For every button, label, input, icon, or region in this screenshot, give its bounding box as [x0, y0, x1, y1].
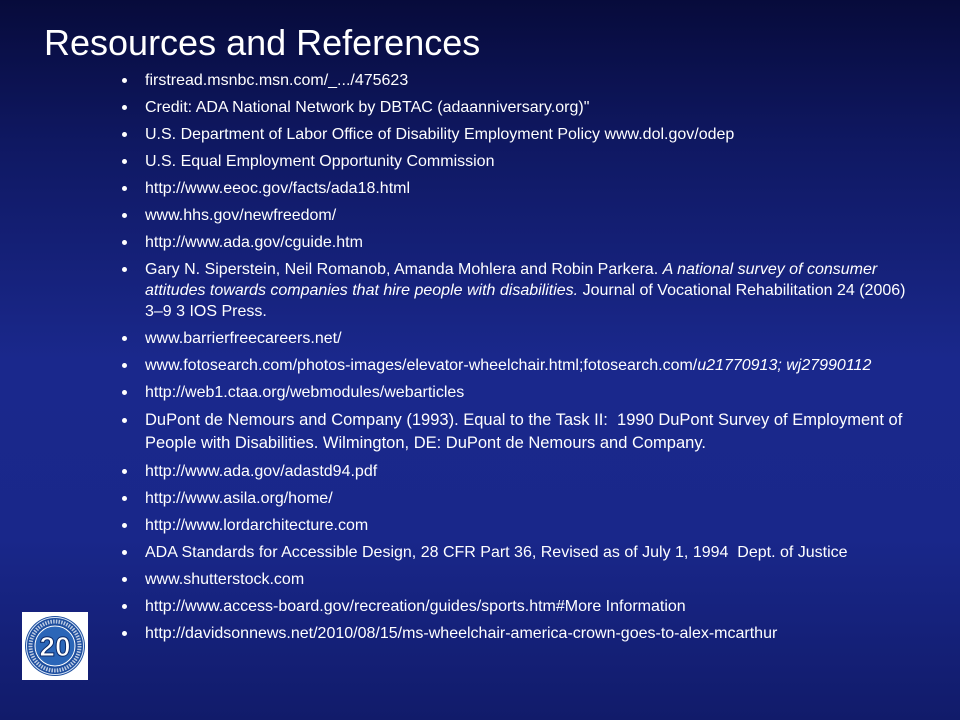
reference-item [145, 515, 925, 536]
reference-text: http://web1.ctaa.org/webmodules/webarticles [145, 384, 465, 401]
reference-item [145, 542, 925, 563]
reference-item [145, 124, 925, 145]
reference-item [145, 596, 925, 617]
bullet-marker [122, 496, 127, 501]
reference-item [145, 461, 925, 482]
reference-image-ids: u21770913; wj27990112 [697, 357, 872, 374]
logo-numeral: 20 [39, 631, 71, 662]
reference-item [145, 382, 925, 403]
bullet-marker [122, 240, 127, 245]
bullet-marker [122, 213, 127, 218]
ada-anniversary-logo [22, 612, 88, 680]
reference-article-title: A national survey of consumer attitudes towards companies that hire people with disabilities. [145, 261, 882, 299]
reference-text: www.fotosearch.com/photos-images/elevator-wheelchair.html;fotosearch.com/ [145, 357, 698, 374]
reference-item [145, 97, 925, 118]
reference-text: www.barrierfreecareers.net/ [145, 330, 342, 347]
reference-item [145, 178, 925, 199]
reference-authors: Gary N. Siperstein, Neil Romanob, Amanda Mohlera and Robin Parkera. [145, 261, 659, 278]
reference-text: DuPont de Nemours and Company (1993). Equal to the Task II: 1990 DuPont Survey of Employment of People with Disabilities. Wilmington, DE: DuPont de Nemours and Company. [145, 411, 907, 452]
reference-text: http://www.asila.org/home/ [145, 490, 333, 507]
reference-item [145, 259, 925, 322]
bullet-marker [122, 186, 127, 191]
bullet-marker [122, 390, 127, 395]
reference-item [145, 355, 925, 376]
bullet-marker [122, 469, 127, 474]
reference-text: firstread.msnbc.msn.com/_.../475623 [145, 72, 409, 89]
bullet-marker [122, 159, 127, 164]
reference-text: http://www.ada.gov/adastd94.pdf [145, 463, 378, 480]
reference-text: http://www.ada.gov/cguide.htm [145, 234, 363, 251]
reference-item [145, 205, 925, 226]
bullet-marker [122, 267, 127, 272]
reference-item [145, 151, 925, 172]
reference-list [145, 70, 925, 650]
bullet-marker [122, 105, 127, 110]
reference-text: Credit: ADA National Network by DBTAC (adaanniversary.org)" [145, 99, 590, 116]
bullet-marker [122, 523, 127, 528]
bullet-marker [122, 336, 127, 341]
reference-source: Journal of Vocational Rehabilitation 24 (2006) 3–9 3 IOS Press. [145, 282, 910, 320]
reference-text: ADA Standards for Accessible Design, 28 CFR Part 36, Revised as of July 1, 1994 Dept. of Justice [145, 544, 848, 561]
slide-title: Resources and References [44, 22, 481, 63]
reference-text: U.S. Department of Labor Office of Disability Employment Policy www.dol.gov/odep [145, 126, 735, 143]
reference-item [145, 232, 925, 253]
ada-20th-anniversary-seal-icon [22, 612, 88, 680]
bullet-marker [122, 631, 127, 636]
bullet-marker [122, 363, 127, 368]
bullet-marker [122, 550, 127, 555]
reference-text: www.shutterstock.com [145, 571, 305, 588]
reference-item [145, 409, 925, 455]
reference-item [145, 569, 925, 590]
reference-item [145, 70, 925, 91]
bullet-marker [122, 78, 127, 83]
reference-text: http://davidsonnews.net/2010/08/15/ms-wheelchair-america-crown-goes-to-alex-mcarthur [145, 625, 778, 642]
reference-text: U.S. Equal Employment Opportunity Commission [145, 153, 495, 170]
bullet-marker [122, 418, 127, 423]
reference-item [145, 488, 925, 509]
reference-text: http://www.access-board.gov/recreation/guides/sports.htm#More Information [145, 598, 686, 615]
reference-text: http://www.lordarchitecture.com [145, 517, 369, 534]
reference-text: http://www.eeoc.gov/facts/ada18.html [145, 180, 411, 197]
bullet-marker [122, 132, 127, 137]
reference-text: www.hhs.gov/newfreedom/ [145, 207, 337, 224]
bullet-marker [122, 577, 127, 582]
bullet-marker [122, 604, 127, 609]
reference-item [145, 623, 925, 644]
reference-item [145, 328, 925, 349]
